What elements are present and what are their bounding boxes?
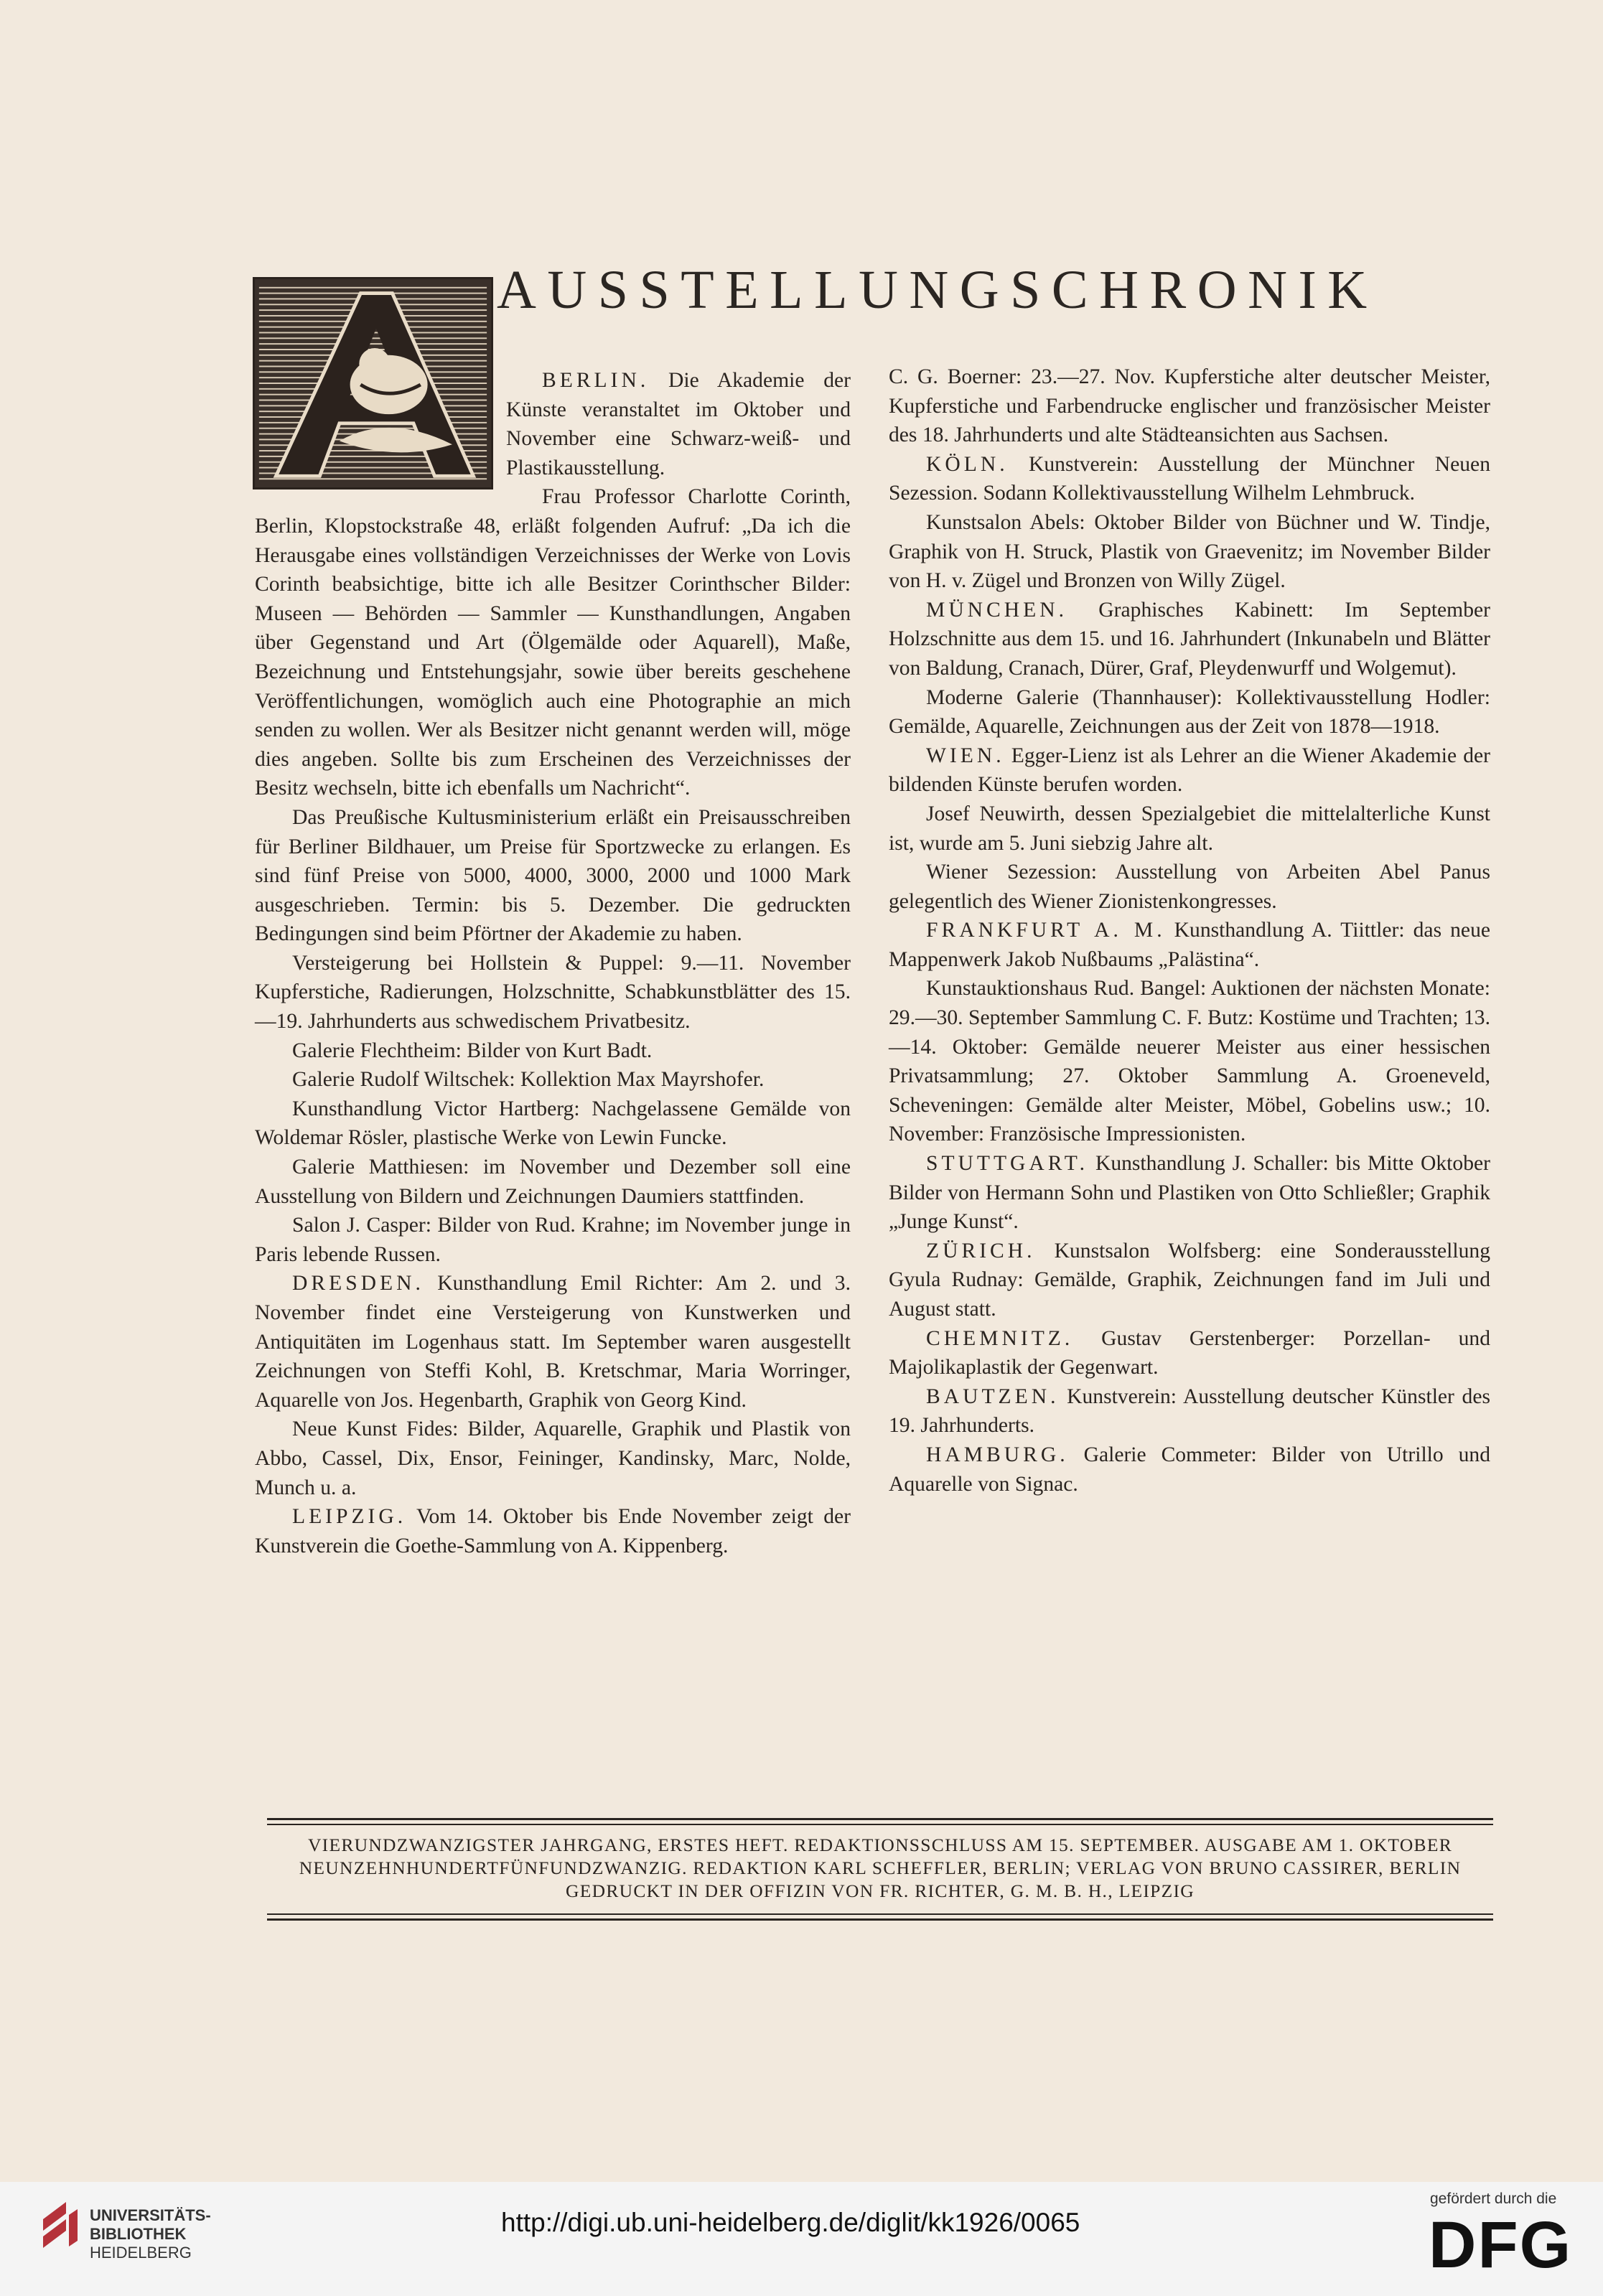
paragraph-text: Kunstsalon Wolfsberg: eine Sonderausstellung Gyula Rudnay: Gemälde, Graphik, Zeichnungen fand im Juli und August statt. (889, 1239, 1490, 1321)
paragraph (889, 1237, 1490, 1324)
paragraph (255, 1065, 851, 1095)
imprint-line-1: VIERUNDZWANZIGSTER JAHRGANG, ERSTES HEFT. REDAKTIONSSCHLUSS AM 15. SEPTEMBER. AUSGABE AM 1. OKTOBER (307, 1835, 1453, 1855)
paragraph (255, 1502, 851, 1560)
paragraph-text: Vom 14. Oktober bis Ende November zeigt der Kunstverein die Goethe-Sammlung von A. Kippenberg. (255, 1505, 851, 1557)
funded-by-label: gefördert durch die (1430, 2190, 1557, 2207)
paragraph-text: Gustav Gerstenberger: Porzellan- und Majolikaplastik der Gegenwart. (889, 1326, 1490, 1379)
left-column (255, 366, 851, 1560)
bottom-double-rule-inner (267, 1913, 1493, 1915)
city-heading: BERLIN. (542, 369, 650, 392)
imprint (267, 1834, 1493, 1903)
paragraph-text: Galerie Matthiesen: im November und Dezember soll eine Ausstellung von Bildern und Zeichnungen Daumiers stattfinden. (255, 1156, 851, 1208)
top-double-rule-inner (267, 1824, 1493, 1825)
paragraph-text: Galerie Commeter: Bilder von Utrillo und Aquarelle von Signac. (889, 1443, 1490, 1496)
paragraph (255, 482, 851, 803)
paragraph (255, 1153, 851, 1211)
dfg-logo[interactable]: DFG (1429, 2208, 1573, 2282)
city-heading: LEIPZIG. (292, 1505, 407, 1529)
paragraph (889, 508, 1490, 596)
paragraph (889, 596, 1490, 683)
paragraph (889, 1440, 1490, 1499)
paragraph-text: Kunstsalon Abels: Oktober Bilder von Büchner und W. Tindje, Graphik von H. Struck, Plastik von Graevenitz; im November Bilder von H. v. Zügel und Bronzen von Willy Zügel. (889, 510, 1490, 593)
paragraph-text: Die Akademie der Künste veranstaltet im Oktober und November eine Schwarz-weiß- und Plastikausstellung. (506, 369, 851, 479)
paragraph (255, 1095, 851, 1153)
city-heading: STUTTGART. (926, 1152, 1089, 1176)
city-heading: MÜNCHEN. (926, 598, 1068, 622)
paragraph (506, 366, 851, 482)
paragraph-text: Galerie Flechtheim: Bilder von Kurt Badt. (292, 1039, 653, 1062)
paragraph-text: Josef Neuwirth, dessen Spezialgebiet die mittelalterliche Kunst ist, wurde am 5. Juni siebzig Jahre alt. (889, 802, 1490, 855)
paragraph (889, 1382, 1490, 1440)
paragraph-text: Salon J. Casper: Bilder von Rud. Krahne; im November junge in Paris lebende Russen. (255, 1214, 851, 1266)
paragraph (889, 362, 1490, 450)
paragraph-text: Kunstverein: Ausstellung der Münchner Neuen Sezession. Sodann Kollektivausstellung Wilhelm Lehmbruck. (889, 452, 1490, 505)
paragraph (255, 1211, 851, 1269)
city-heading: WIEN. (926, 744, 1005, 767)
imprint-line-2: NEUNZEHNHUNDERTFÜNFUNDZWANZIG. REDAKTION KARL SCHEFFLER, BERLIN; VERLAG VON BRUNO CASSIRER, BERLIN (299, 1857, 1462, 1878)
top-double-rule (267, 1818, 1493, 1820)
paragraph-text: Kunsthandlung J. Schaller: bis Mitte Oktober Bilder von Hermann Sohn und Plastiken von Otto Schließler; Graphik „Junge Kunst“. (889, 1152, 1490, 1234)
city-heading: DRESDEN. (292, 1272, 424, 1295)
paragraph-text: C. G. Boerner: 23.—27. Nov. Kupferstiche alter deutscher Meister, Kupferstiche und Farbendrucke englischer und französischer Meister des 18. Jahrhunderts und alte Städteansichten aus Sachsen. (889, 365, 1490, 447)
city-heading: KÖLN. (926, 452, 1009, 476)
paragraph-text: Moderne Galerie (Thannhauser): Kollektivausstellung Hodler: Gemälde, Aquarelle, Zeichnungen aus der Zeit von 1878—1918. (889, 685, 1490, 739)
paragraph-text: Neue Kunst Fides: Bilder, Aquarelle, Graphik und Plastik von Abbo, Cassel, Dix, Ensor, Feininger, Kandinsky, Marc, Nolde, Munch u. a. (255, 1418, 851, 1499)
paragraph (889, 1324, 1490, 1382)
city-heading: CHEMNITZ. (926, 1326, 1074, 1350)
paragraph (255, 1269, 851, 1415)
paragraph (889, 683, 1490, 741)
paragraph (255, 949, 851, 1036)
paragraph-text: Egger-Lienz ist als Lehrer an die Wiener Akademie der bildenden Künste berufen worden. (889, 744, 1490, 797)
paragraph (889, 741, 1490, 800)
paragraph-text: Kunsthandlung Emil Richter: Am 2. und 3. November findet eine Versteigerung von Kunstwerken und Antiquitäten im Logenhaus statt. Im September waren ausgestellt Zeichnungen von Steffi Kohl, B. Kretschmar, Maria Worringer, Aquarelle von Jos. Hegenbarth, Graphik von Georg Kind. (255, 1272, 851, 1412)
paragraph-text: Kunstauktionshaus Rud. Bangel: Auktionen der nächsten Monate: 29.—30. September Sammlung C. F. Butz: Kostüme und Trachten; 13.—14. Oktober: Gemälde neuerer Meister aus einer hessischen Privatsammlung; 27. Oktober Sammlung A. Groeneveld, Scheveningen: Gemälde alter Meister, Möbel, Gobelins usw.; 10. November: Französische Impressionisten. (889, 977, 1490, 1146)
city-heading: FRANKFURT A. M. (926, 919, 1166, 942)
bottom-double-rule (267, 1918, 1493, 1921)
paragraph-text: Kunsthandlung Victor Hartberg: Nachgelassene Gemälde von Woldemar Rösler, plastische Werke von Lewin Funcke. (255, 1097, 851, 1150)
paragraph (889, 916, 1490, 974)
paragraph-text: Das Preußische Kultusministerium erläßt ein Preisausschreiben für Berliner Bildhauer, um Preise für Sportzwecke zu erlangen. Es sind fünf Preise von 5000, 4000, 3000, 2000 und 1000 Mark ausgeschrieben. Termin: bis 5. Dezember. Die gedruckten Bedingungen sind beim Pförtner der Akademie zu haben. (255, 805, 851, 946)
paragraph-text: Kunsthandlung A. Tiittler: das neue Mappenwerk Jakob Nußbaums „Palästina“. (889, 919, 1490, 971)
paragraph (889, 1149, 1490, 1237)
paragraph-text: Graphisches Kabinett: Im September Holzschnitte aus dem 15. und 16. Jahrhundert (Inkunabeln und Blätter von Baldung, Cranach, Dürer, Graf, Pleydenwurff und Wolgemut). (889, 598, 1490, 680)
city-heading: BAUTZEN. (926, 1384, 1060, 1408)
paragraph-text: Galerie Rudolf Wiltschek: Kollektion Max Mayrshofer. (292, 1068, 765, 1092)
city-heading: HAMBURG. (926, 1443, 1069, 1466)
paragraph-text: Frau Professor Charlotte Corinth, Berlin, Klopstockstraße 48, erläßt folgenden Aufruf: „Da ich die Herausgabe eines vollständigen Verzeichnisses der Werke von Lovis Corinth beabsichtige, bitte ich alle Besitzer Corinthscher Bilder: Museen — Behörden — Sammler — Kunsthandlungen, Angaben über Gegenstand und Art (Ölgemälde oder Aquarell), Maße, Bezeichnung und Entstehungsjahr, sowie über bereits geschehene Veröffentlichungen, womöglich auch eine Photographie an mich senden zu wollen. Wer als Besitzer nicht genannt werden will, möge dies angeben. Sollte bis zum Erscheinen des Verzeichnisses der Besitz wechseln, bitte ich ebenfalls um Nachricht“. (255, 485, 851, 800)
paragraph (889, 858, 1490, 916)
permalink-url[interactable]: http://digi.ub.uni-heidelberg.de/diglit/kk1926/0065 (501, 2208, 1080, 2237)
university-library-logo-icon[interactable] (37, 2198, 82, 2262)
paragraph (255, 1036, 851, 1066)
page-title: AUSSTELLUNGSCHRONIK (497, 260, 1378, 320)
right-column (889, 362, 1490, 1499)
paragraph-text: Wiener Sezession: Ausstellung von Arbeiten Abel Panus gelegentlich des Wiener Zionistenkongresses. (889, 861, 1490, 913)
paragraph (889, 974, 1490, 1149)
paragraph (889, 450, 1490, 508)
city-heading: ZÜRICH. (926, 1239, 1036, 1262)
imprint-line-3: GEDRUCKT IN DER OFFIZIN VON FR. RICHTER, G. M. B. H., LEIPZIG (566, 1880, 1195, 1901)
paragraph (255, 1415, 851, 1502)
paragraph (255, 803, 851, 949)
paragraph (889, 800, 1490, 858)
university-library-name[interactable]: UNIVERSITÄTS- BIBLIOTHEK HEIDELBERG (90, 2206, 211, 2262)
viewer-footer-bar (0, 2182, 1603, 2296)
paragraph-text: Versteigerung bei Hollstein & Puppel: 9.—11. November Kupferstiche, Radierungen, Holzschnitte, Schabkunstblätter des 15.—19. Jahrhunderts aus schwedischem Privatbesitz. (255, 951, 851, 1034)
paragraph-text: Kunstverein: Ausstellung deutscher Künstler des 19. Jahrhunderts. (889, 1384, 1490, 1438)
